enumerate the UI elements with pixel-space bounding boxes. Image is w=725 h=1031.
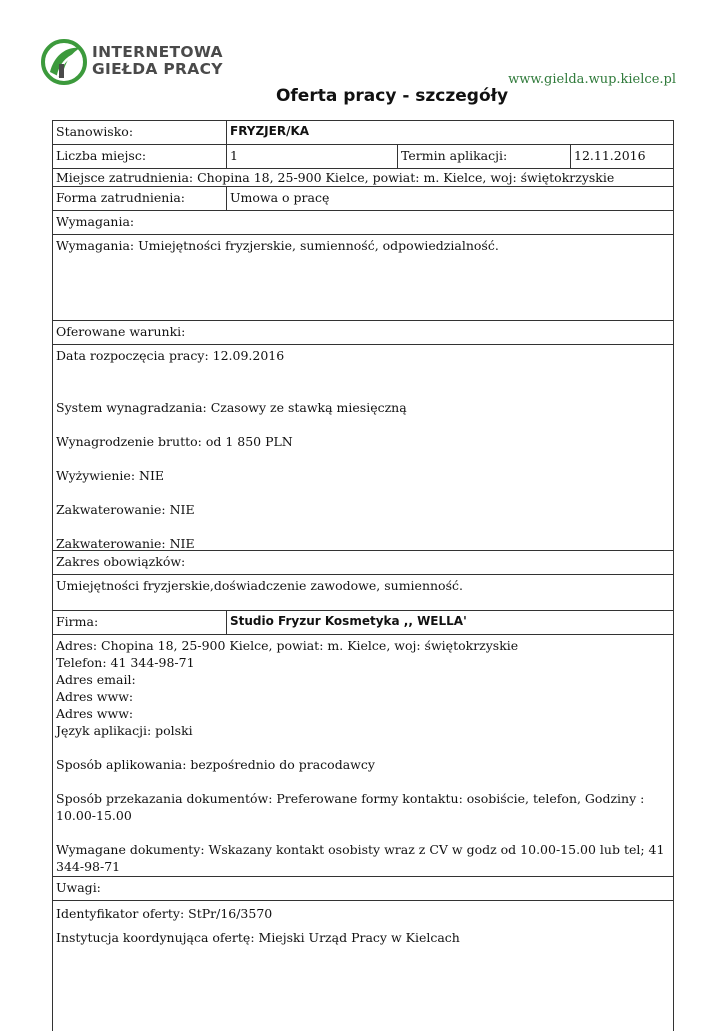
row-warunki-text — [53, 345, 673, 551]
wyzywienie: Wyżywienie: NIE — [56, 468, 165, 483]
termin-value: 12.11.2016 — [570, 145, 673, 168]
wymagane-dokumenty: Wymagane dokumenty: Wskazany kontakt osobisty wraz z CV w godz od 10.00-15.00 lub tel; 41 344-98-71 — [56, 842, 665, 874]
row-stanowisko — [53, 121, 673, 145]
row-forma — [53, 187, 673, 211]
zakwaterowanie-1: Zakwaterowanie: NIE — [56, 502, 195, 517]
row-warunki-label — [53, 321, 673, 345]
zakwaterowanie-2: Zakwaterowanie: NIE — [56, 536, 195, 551]
stanowisko-label: Stanowisko: — [56, 124, 134, 139]
instytucja-koordynujaca: Instytucja koordynująca ofertę: Miejski Urząd Pracy w Kielcach — [56, 930, 460, 945]
sposob-aplikowania: Sposób aplikowania: bezpośrednio do pracodawcy — [56, 757, 375, 772]
zakres-text: Umiejętności fryzjerskie,doświadczenie zawodowe, sumienność. — [56, 578, 463, 593]
jezyk-aplikacji: Język aplikacji: polski — [56, 723, 193, 738]
identyfikator-oferty: Identyfikator oferty: StPr/16/3570 — [56, 906, 273, 921]
wynagrodzenie-brutto: Wynagrodzenie brutto: od 1 850 PLN — [56, 434, 293, 449]
firma-adres: Adres: Chopina 18, 25-900 Kielce, powiat: m. Kielce, woj: świętokrzyskie — [56, 638, 519, 653]
row-firma — [53, 611, 673, 635]
firma-www-2: Adres www: — [56, 706, 134, 721]
row-liczba — [53, 145, 673, 169]
miejsce-zatrudnienia: Miejsce zatrudnienia: Chopina 18, 25-900 Kielce, powiat: m. Kielce, woj: świętokrzyskie — [56, 170, 615, 185]
zakres-label: Zakres obowiązków: — [56, 554, 186, 569]
offer-table — [52, 120, 674, 1031]
row-wymagania-text — [53, 235, 673, 321]
uwagi-label: Uwagi: — [56, 880, 101, 895]
uwagi-text — [53, 903, 673, 948]
termin-label: Termin aplikacji: — [397, 145, 570, 168]
firma-www-1: Adres www: — [56, 689, 134, 704]
forma-value: Umowa o pracę — [226, 187, 673, 210]
row-wymagania-label — [53, 211, 673, 235]
row-uwagi-label — [53, 877, 673, 901]
liczba-label: Liczba miejsc: — [56, 148, 147, 163]
sposob-przekazania: Sposób przekazania dokumentów: Preferowane formy kontaktu: osobiście, telefon, Godziny : 10.00-15.00 — [56, 791, 645, 823]
site-url[interactable]: www.gielda.wup.kielce.pl — [508, 72, 676, 87]
wymagania-text: Wymagania: Umiejętności fryzjerskie, sumienność, odpowiedzialność. — [56, 238, 499, 253]
data-rozpoczecia: Data rozpoczęcia pracy: 12.09.2016 — [56, 348, 285, 363]
firma-value: Studio Fryzur Kosmetyka ,, WELLA' — [226, 611, 673, 634]
row-firma-details — [53, 635, 673, 877]
wymagania-label: Wymagania: — [56, 214, 135, 229]
page-title: Oferta pracy - szczegóły — [275, 86, 509, 106]
row-miejsce — [53, 169, 673, 187]
firma-label: Firma: — [56, 614, 99, 629]
logo-text: INTERNETOWA GIEŁDA PRACY — [92, 43, 223, 78]
system-wynagradzania: System wynagradzania: Czasowy ze stawką miesięczną — [56, 400, 407, 415]
row-zakres-text — [53, 575, 673, 611]
stanowisko-value: FRYZJER/KA — [226, 121, 673, 144]
row-zakres-label — [53, 551, 673, 575]
warunki-label: Oferowane warunki: — [56, 324, 186, 339]
liczba-value: 1 — [226, 145, 397, 168]
forma-label: Forma zatrudnienia: — [56, 190, 186, 205]
firma-telefon: Telefon: 41 344-98-71 — [56, 655, 195, 670]
firma-email: Adres email: — [56, 672, 136, 687]
